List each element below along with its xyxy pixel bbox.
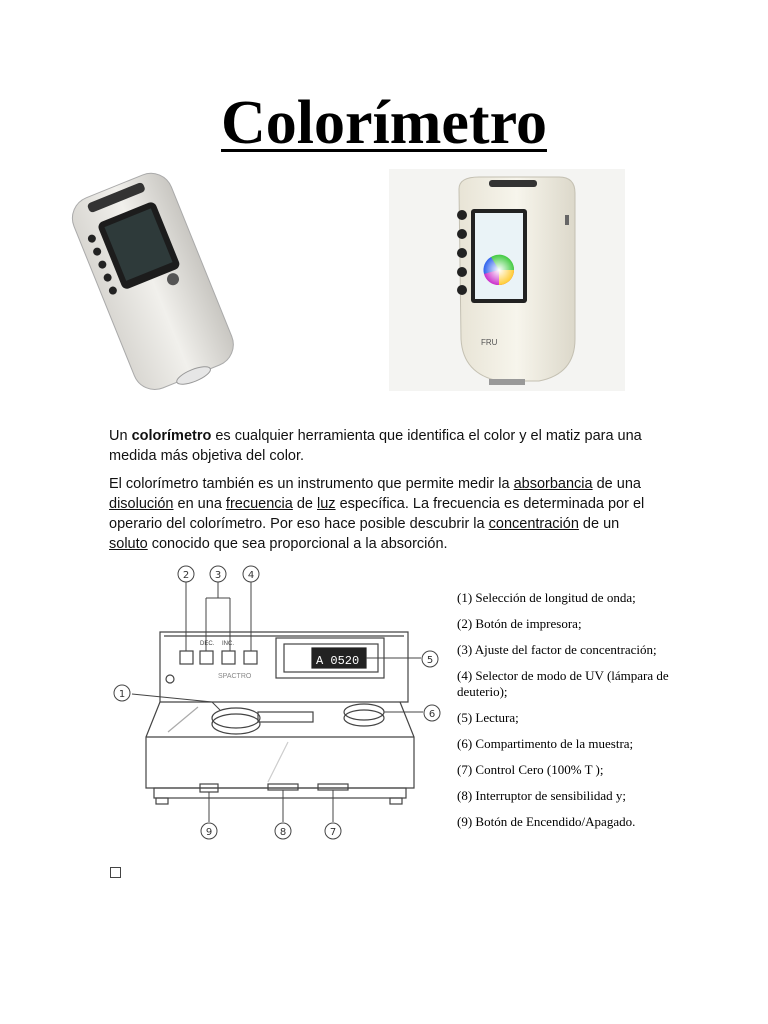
legend-item: (3) Ajuste del factor de concentración; — [457, 642, 657, 657]
brand-label: SPACTRO — [218, 673, 252, 680]
callout-3: 3 — [214, 570, 222, 581]
link-disolucion[interactable]: disolución — [109, 496, 174, 512]
link-soluto[interactable]: soluto — [109, 536, 148, 552]
callout-2: 2 — [182, 570, 190, 581]
spectrophotometer-diagram — [108, 562, 448, 852]
link-frecuencia[interactable]: frecuencia — [225, 496, 293, 512]
link-concentracion[interactable]: concentración — [488, 516, 579, 532]
colorimeter-photo-angled — [60, 168, 250, 393]
legend-item: (9) Botón de Encendido/Apagado. — [457, 814, 636, 829]
link-absorbancia[interactable]: absorbancia — [513, 476, 593, 492]
dec-label: DEC. — [200, 641, 215, 647]
callout-7: 7 — [329, 827, 337, 838]
link-luz[interactable]: luz — [317, 496, 336, 512]
page-title: Colorímetro — [221, 89, 547, 157]
display-reading: A 0520 — [316, 654, 360, 668]
description-paragraph: El colorímetro también es un instrumento que permite medir la absorbancia de una disolución en una frecuencia de luz específica. La frecuencia es determinada por el operario del colorímetro. Por eso hace posible descubrir la concentración de un soluto conocido que sea proporcional a la absorción. — [109, 476, 645, 552]
intro-paragraph: Un colorímetro es cualquier herramienta que identifica el color y el matiz para una medida más objetiva del color. — [109, 428, 642, 464]
legend-item: (4) Selector de modo de UV (lámpara de deuterio); — [457, 668, 669, 699]
legend-item: (6) Compartimento de la muestra; — [457, 736, 634, 751]
callout-5: 5 — [426, 655, 434, 666]
callout-1: 1 — [118, 689, 126, 700]
legend-item: (5) Lectura; — [457, 710, 519, 725]
svg-text:FRU: FRU — [481, 338, 498, 347]
callout-9: 9 — [205, 827, 213, 838]
legend-item: (1) Selección de longitud de onda; — [457, 590, 636, 605]
inc-label: INC. — [222, 641, 234, 647]
callout-8: 8 — [279, 827, 287, 838]
legend-item: (2) Botón de impresora; — [457, 616, 582, 631]
bold-term: colorímetro — [131, 428, 212, 444]
colorimeter-photo-upright — [389, 169, 625, 391]
callout-6: 6 — [428, 709, 436, 720]
legend-item: (8) Interruptor de sensibilidad y; — [457, 788, 626, 803]
legend-item: (7) Control Cero (100% T ); — [457, 762, 604, 777]
callout-4: 4 — [247, 570, 255, 581]
diagram-legend — [457, 590, 672, 840]
empty-checkbox[interactable] — [110, 867, 121, 878]
